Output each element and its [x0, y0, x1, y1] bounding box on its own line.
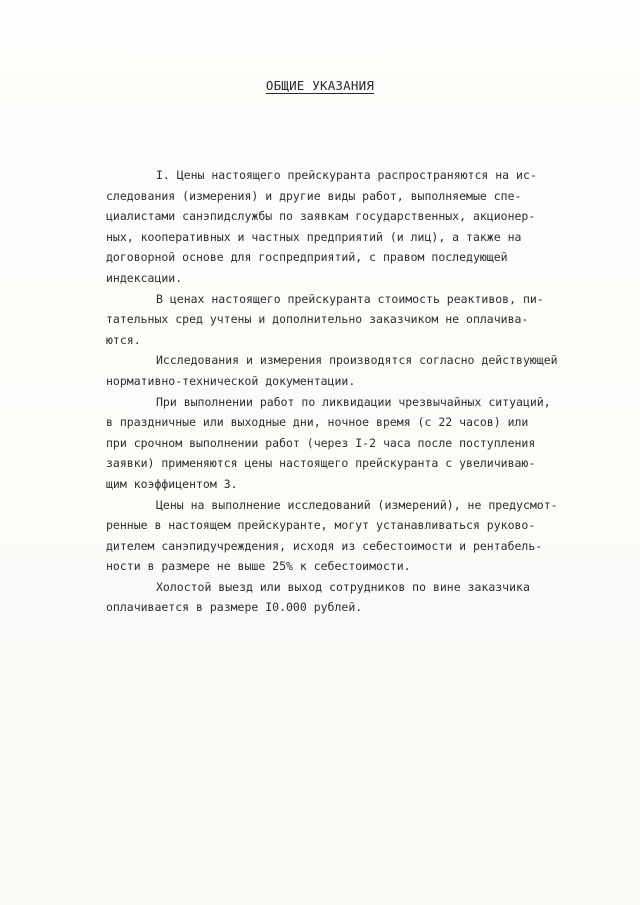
text-line: договорной основе для госпредприятий, с правом последующей [106, 250, 508, 265]
text-line: индексации. [106, 270, 183, 285]
document-body [106, 165, 616, 618]
text-line: дителем санэпидучреждения, исходя из себестоимости и рентабель- [106, 538, 543, 553]
text-line: Цены на выполнение исследований (измерений), не предусмот- [156, 497, 558, 512]
text-line: При выполнении работ по ликвидации чрезвычайных ситуаций, [156, 394, 551, 409]
text-line: заявки) применяются цены настоящего прейскуранта с увеличиваю- [106, 456, 536, 471]
text-line: в праздничные или выходные дни, ночное время (с 22 часов) или [106, 415, 529, 430]
text-line: Холостой выезд или выход сотрудников по вине заказчика [156, 579, 530, 594]
text-line: следования (измерения) и другие виды работ, выполняемые спе- [106, 188, 522, 203]
text-line: ренные в настоящем прейскуранте, могут устанавливаться руково- [106, 518, 536, 533]
text-line: ных, кооперативных и частных предприятий (и лиц), а также на [106, 229, 522, 244]
text-line: тательных сред учтены и дополнительно заказчиком не оплачива- [106, 312, 529, 327]
text-line: ности в размере не выше 25% к себестоимости. [106, 559, 411, 574]
text-line: I. Цены настоящего прейскуранта распространяются на ис- [156, 168, 537, 182]
text-line: щим коэффицентом 3. [106, 476, 238, 491]
text-line: нормативно-технической документации. [106, 373, 356, 388]
text-line: Исследования и измерения производятся согласно действующей [156, 353, 558, 368]
text-line: оплачивается в размере I0.000 рублей. [106, 600, 363, 615]
page-title: ОБЩИЕ УКАЗАНИЯ [265, 78, 375, 93]
text-line: В ценах настоящего прейскуранта стоимость реактивов, пи- [156, 291, 544, 306]
text-line: ются. [106, 332, 141, 347]
text-line: при срочном выполнении работ (через I-2 часа после поступления [106, 435, 536, 450]
text-line: циалистами санэпидслужбы по заявкам государственных, акционер- [106, 209, 536, 224]
